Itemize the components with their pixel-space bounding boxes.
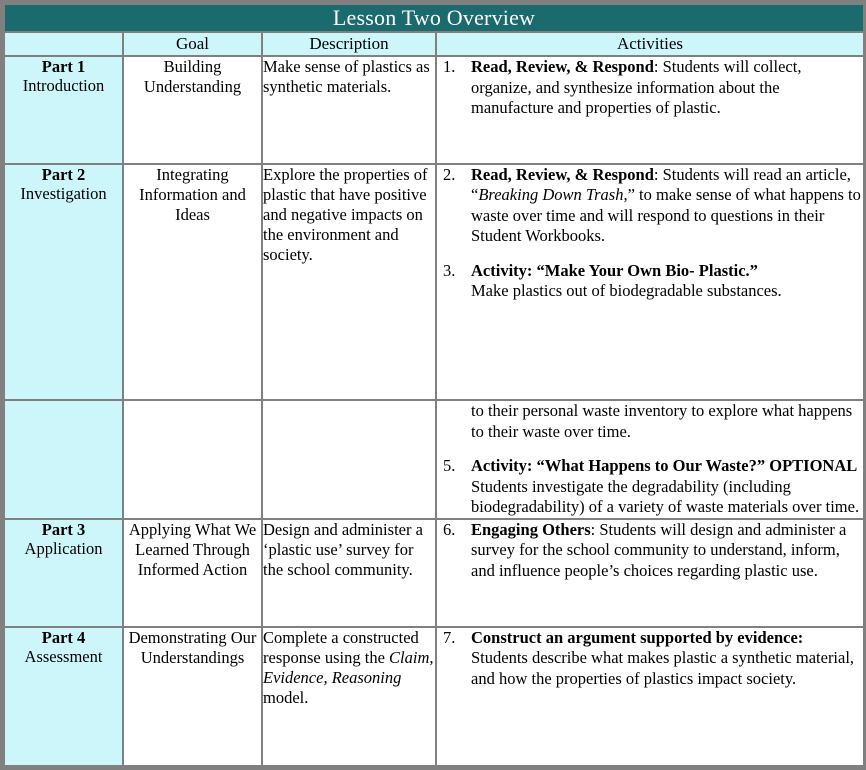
activity-number: 1.	[443, 57, 456, 76]
activity-body-pre: : Students will read an article, “	[471, 164, 851, 205]
activities-cell	[436, 56, 864, 164]
activities-cell	[436, 400, 864, 519]
part-cell	[4, 519, 123, 627]
description-cell: Explore the properties of plastic that have positive and negative impacts on the environment and society.	[262, 164, 436, 400]
goal-cell: Applying What We Learned Through Informed Action	[123, 519, 262, 627]
activity-number: 3.	[443, 260, 456, 280]
activity-lead: Construct an argument supported by evidence:	[471, 627, 804, 647]
part-cell	[4, 164, 123, 400]
table-title: Lesson Two Overview	[4, 4, 864, 32]
activity-body: : Students will collect, organize, and synthesize information about the manufacture and properties of plastic.	[471, 57, 802, 117]
goal-cell: Integrating Information and Ideas	[123, 164, 262, 400]
part-cell	[4, 56, 123, 164]
activity-body: : Students will design and administer a survey for the school community to understand, inform, and influence people’s choices regarding plastic use.	[471, 519, 847, 580]
activity-item	[437, 456, 863, 518]
activity-lead: Activity: “What Happens to Our Waste?” OPTIONAL	[471, 456, 858, 476]
part-subtitle: Application	[24, 538, 103, 558]
activity-list	[437, 165, 863, 302]
activity-number: 7.	[443, 627, 456, 647]
activity-title-italic: Breaking Down Trash	[478, 185, 624, 205]
column-header-goal: Goal	[123, 32, 262, 56]
column-header-activities: Activities	[436, 32, 864, 56]
table-row	[4, 627, 864, 766]
activity-continuation-text: to their personal waste inventory to explore what happens to their waste over time.	[471, 401, 853, 441]
activity-item	[437, 57, 863, 119]
activities-cell	[436, 519, 864, 627]
description-cell	[262, 400, 436, 519]
activity-item	[437, 261, 863, 302]
activity-number: 6.	[443, 519, 456, 539]
activities-cell	[436, 164, 864, 400]
column-header-part	[4, 32, 123, 56]
activity-lead: Engaging Others	[471, 519, 591, 539]
activity-number: 5.	[443, 456, 456, 476]
activity-number: 2.	[443, 164, 456, 184]
part-number: Part 1	[41, 57, 86, 76]
activity-body: Students investigate the degradability (including biodegradability) of a variety of waste materials over time.	[471, 476, 860, 517]
description-model-italic: Claim, Evidence, Reasoning	[263, 647, 434, 687]
table-row	[4, 56, 864, 164]
goal-cell	[123, 400, 262, 519]
activity-body-post: ,” to make sense of what happens to waste over time and will respond to questions in their Student Workbooks.	[471, 185, 861, 246]
part-number: Part 4	[41, 627, 86, 647]
part-number: Part 2	[41, 164, 86, 184]
part-number: Part 3	[41, 519, 86, 539]
description-text-post: model.	[263, 687, 309, 707]
part-subtitle: Assessment	[24, 646, 103, 666]
activities-cell	[436, 627, 864, 766]
part-cell	[4, 627, 123, 766]
description-cell	[262, 627, 436, 766]
description-text-pre: Complete a constructed response using the	[263, 627, 419, 667]
activity-item	[437, 520, 863, 582]
part-subtitle: Investigation	[20, 183, 107, 203]
table-row	[4, 164, 864, 400]
activity-lead: Read, Review, & Respond	[471, 164, 654, 184]
activity-list	[437, 57, 863, 119]
activity-item	[437, 165, 863, 247]
part-subtitle: Introduction	[22, 76, 105, 95]
description-cell: Design and administer a ‘plastic use’ survey for the school community.	[262, 519, 436, 627]
table-header-row	[4, 32, 864, 56]
activity-list	[437, 456, 863, 518]
activity-body: Students describe what makes plastic a synthetic material, and how the properties of plastics impact society.	[471, 648, 855, 688]
goal-cell: Demonstrating Our Understandings	[123, 627, 262, 766]
activity-lead: Read, Review, & Respond	[471, 57, 654, 76]
description-cell: Make sense of plastics as synthetic materials.	[262, 56, 436, 164]
table-title-row	[4, 4, 864, 32]
activity-body: Make plastics out of biodegradable substances.	[471, 281, 782, 301]
activity-lead: Activity: “Make Your Own Bio- Plastic.”	[471, 260, 758, 280]
part-cell	[4, 400, 123, 519]
activity-list	[437, 628, 863, 690]
table-row	[4, 400, 864, 519]
goal-cell: Building Understanding	[123, 56, 262, 164]
table-row	[4, 519, 864, 627]
activity-item	[437, 628, 863, 690]
lesson-overview-table	[3, 3, 865, 767]
column-header-description: Description	[262, 32, 436, 56]
activity-list	[437, 520, 863, 582]
